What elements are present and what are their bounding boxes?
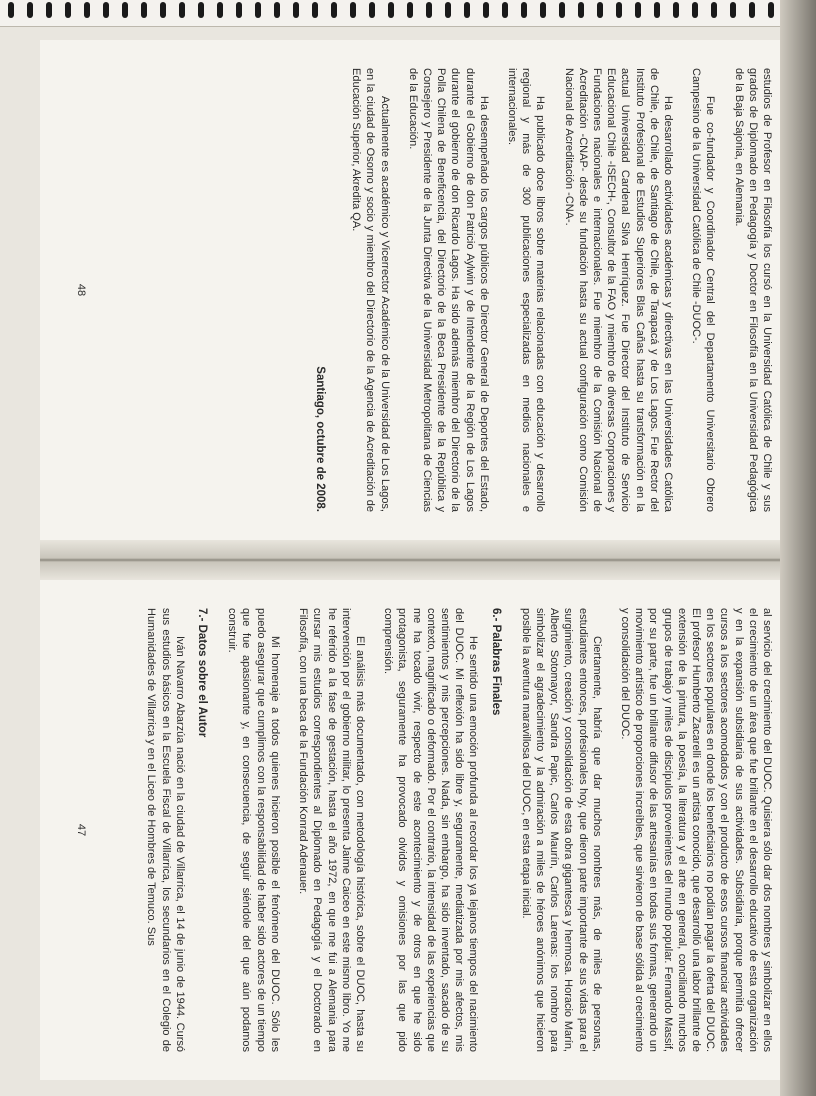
binding-ring (635, 2, 641, 18)
binding-ring (46, 2, 52, 18)
binding-ring (464, 2, 470, 18)
signature-date: Santiago, octubre de 2008. (313, 366, 326, 512)
binding-ring (711, 2, 717, 18)
binding-ring (8, 2, 14, 18)
section-heading: 7.- Datos sobre el Autor (196, 608, 209, 738)
binding-ring (426, 2, 432, 18)
rotated-spread (40, 40, 780, 1080)
paragraph: El análisis más documentado, con metodología histórica, sobre el DUOC, hasta su intervención por el gobierno militar, lo presenta Jaime Caiceo en este mismo libro. Yo me he referido a la fase de gestación, hasta el año 1972, en que me fui a Alemania para cursar mis estudios correspondientes al Diplomado en Pedagogía y el Doctorado en Filosofía, con una beca de la Fundación Konrad Adenauer. (297, 608, 366, 1052)
binding-ring (274, 2, 280, 18)
binding-ring (540, 2, 546, 18)
paragraph: Ha publicado doce libros sobre materias relacionadas con educación y desarrollo regional y más de 300 publicaciones especializadas en medios nacionales e internacionales. (505, 68, 547, 512)
book-edge-shadow (780, 0, 816, 1096)
binding-ring (521, 2, 527, 18)
binding-ring (179, 2, 185, 18)
binding-ring (692, 2, 698, 18)
binding-ring (578, 2, 584, 18)
paragraph: Mi homenaje a todos quienes hicieron posible el fenómeno del DUOC. Sólo les puedo asegurar que cumplimos con la responsabilidad de haber sido actores de un tiempo que fue apasionante y, en consecuencia, de seguir siéndole del que aún podamos construir. (226, 608, 281, 1052)
spiral-binding (0, 0, 816, 27)
page-47 (40, 580, 780, 1080)
binding-ring (331, 2, 337, 18)
binding-ring (350, 2, 356, 18)
paragraph: Actualmente es académico y Vicerrector Académico de la Universidad de Los Lagos, en la ciudad de Osorno y socio y miembro del Directorio de la Agencia de Acreditación de Educación Superior, Akredita QA. (350, 68, 391, 512)
paragraph: Ha desempeñado los cargos públicos de Director General de Deportes del Estado, durante el Gobierno de don Patricio Aylwin y de Intendente de la Región de Los Lagos durante el gobierno de don Ricardo Lagos. Ha sido además miembro del Directorio de la Polla Chilena de Beneficencia, del Directorio de la Beca Presidente de la República y Consejero y Presidente de la Junta Directiva de la Universidad Metropolitana de Ciencias de la Educación. (406, 68, 490, 512)
page-gutter (40, 540, 780, 580)
binding-ring (445, 2, 451, 18)
binding-ring (369, 2, 375, 18)
binding-ring (65, 2, 71, 18)
binding-ring (293, 2, 299, 18)
binding-ring (749, 2, 755, 18)
page-number: 47 (75, 823, 88, 837)
binding-ring (559, 2, 565, 18)
binding-ring (768, 2, 774, 18)
paragraph: Iván Navarro Abarzúa nació en la ciudad de Villarrica, el 14 de junio de 1944. Cursó sus estudios básicos en la Escuela Fiscal de Villarrica, los secundarios en el Colegio de Humanidades de Villarrica y en el Liceo de Hombres de Temuco. Sus (145, 608, 186, 1052)
paragraph: Ciertamente, habría que dar muchos nombres más, de miles de personas, estudiantes entonces, profesionales hoy, que dieron parte importante de sus vidas para el surgimiento, creación y consolidación de esta obra gigantesca y hermosa. Horacio Marín, Alberto Sotomayor, Sandra Papic, Carlos Maurín, Carlos Larenas: los nombro para simbolizar el agradecimiento y la admiración a miles de héroes anónimos que hicieron posible la aventura maravillosa del DUOC, en esta etapa inicial. (519, 608, 603, 1052)
binding-ring (597, 2, 603, 18)
binding-ring (84, 2, 90, 18)
binding-ring (217, 2, 223, 18)
binding-ring (27, 2, 33, 18)
paragraph: Ha desarrollado actividades académicas y directivas en las Universidades Católica de Chile, de Chile, de Santiago de Chile, de Tarapacá y de Los Lagos. Fue Rector del Instituto Profesional de Estudios Superiores Blas Cañas hasta su transformación en la actual Universidad Cardenal Silva Henríquez. Fue Director del Instituto de Servicio Educacional Chile -ISECH-, Consultor de la FAO y miembro de diversas Corporaciones y Fundaciones nacionales e internacionales. Fue miembro de la Comisión Nacional de Acreditación -CNAP- desde su fundación hasta su actual configuración como Comisión Nacional de Acreditación -CNA-. (562, 68, 674, 512)
binding-ring (312, 2, 318, 18)
paragraph: al servicio del crecimiento del DUOC. Quisiera sólo dar dos nombres y simbolizar en ellos el crecimiento de un área que fue brillante en el desarrollo educativo de esta organización y en la expansión subsidiaria de sus actividades. Subsidiaria, porque permitía ofrecer cursos a los sectores acomodados y con el producto de esos cursos financiar actividades en los sectores populares en donde los beneficiarios no podían pagar la oferta del DUOC. El profesor Humberto Zacarelli es un artista conocido, que desarrolló una labor brillante de extensión de la pintura, la poesía, la literatura y el arte en general, conciliando muchos grupos de trabajo y miles de discípulos provenientes del mundo popular. Fernando Massif, por su parte, fue un brillante difusor de las artesanías en todas sus formas, generando un movimiento artístico de proporciones increíbles, que sirvieron de base sólida al crecimiento y consolidación del DUOC. (618, 608, 773, 1052)
binding-ring (103, 2, 109, 18)
binding-ring (255, 2, 261, 18)
page-48 (40, 40, 780, 540)
binding-ring (483, 2, 489, 18)
binding-ring (502, 2, 508, 18)
binding-ring (388, 2, 394, 18)
binding-ring (654, 2, 660, 18)
binding-ring (616, 2, 622, 18)
binding-ring (236, 2, 242, 18)
binding-ring (730, 2, 736, 18)
binding-ring (122, 2, 128, 18)
binding-ring (673, 2, 679, 18)
page-number: 48 (75, 283, 88, 297)
binding-ring (160, 2, 166, 18)
binding-ring (407, 2, 413, 18)
binding-ring (141, 2, 147, 18)
section-heading: 6.- Palabras Finales (489, 608, 502, 716)
paragraph: Fue co-fundador y Coordinador Central del Departamento Universitario Obrero Campesino de la Universidad Católica de Chile -DUOC-. (690, 68, 717, 512)
paragraph: estudios de Profesor en Filosofía los cursó en la Universidad Católica de Chile y sus grados de Diplomado en Pedagogía y Doctor en Filosofía en la Universidad Pedagógica de la Baja Sajonia, en Alemania. (732, 68, 773, 512)
binding-ring (198, 2, 204, 18)
paragraph: He sentido una emoción profunda al recordar los ya lejanos tiempos del nacimiento del DUOC. Mi reflexión ha sido libre y, seguramente, mediatizada por mis afectos, mis sentimientos y mis percepciones. Nada, sin embargo, ha sido inventado, sacado de su contexto, magnificado o deformado. Por el contrario, la intensidad de las experiencias que me ha tocado vivir, respecto de este acontecimiento y de otros en que he sido protagonista, seguramente ha provocado olvidos y omisiones por las que pido comprensión. (382, 608, 480, 1052)
